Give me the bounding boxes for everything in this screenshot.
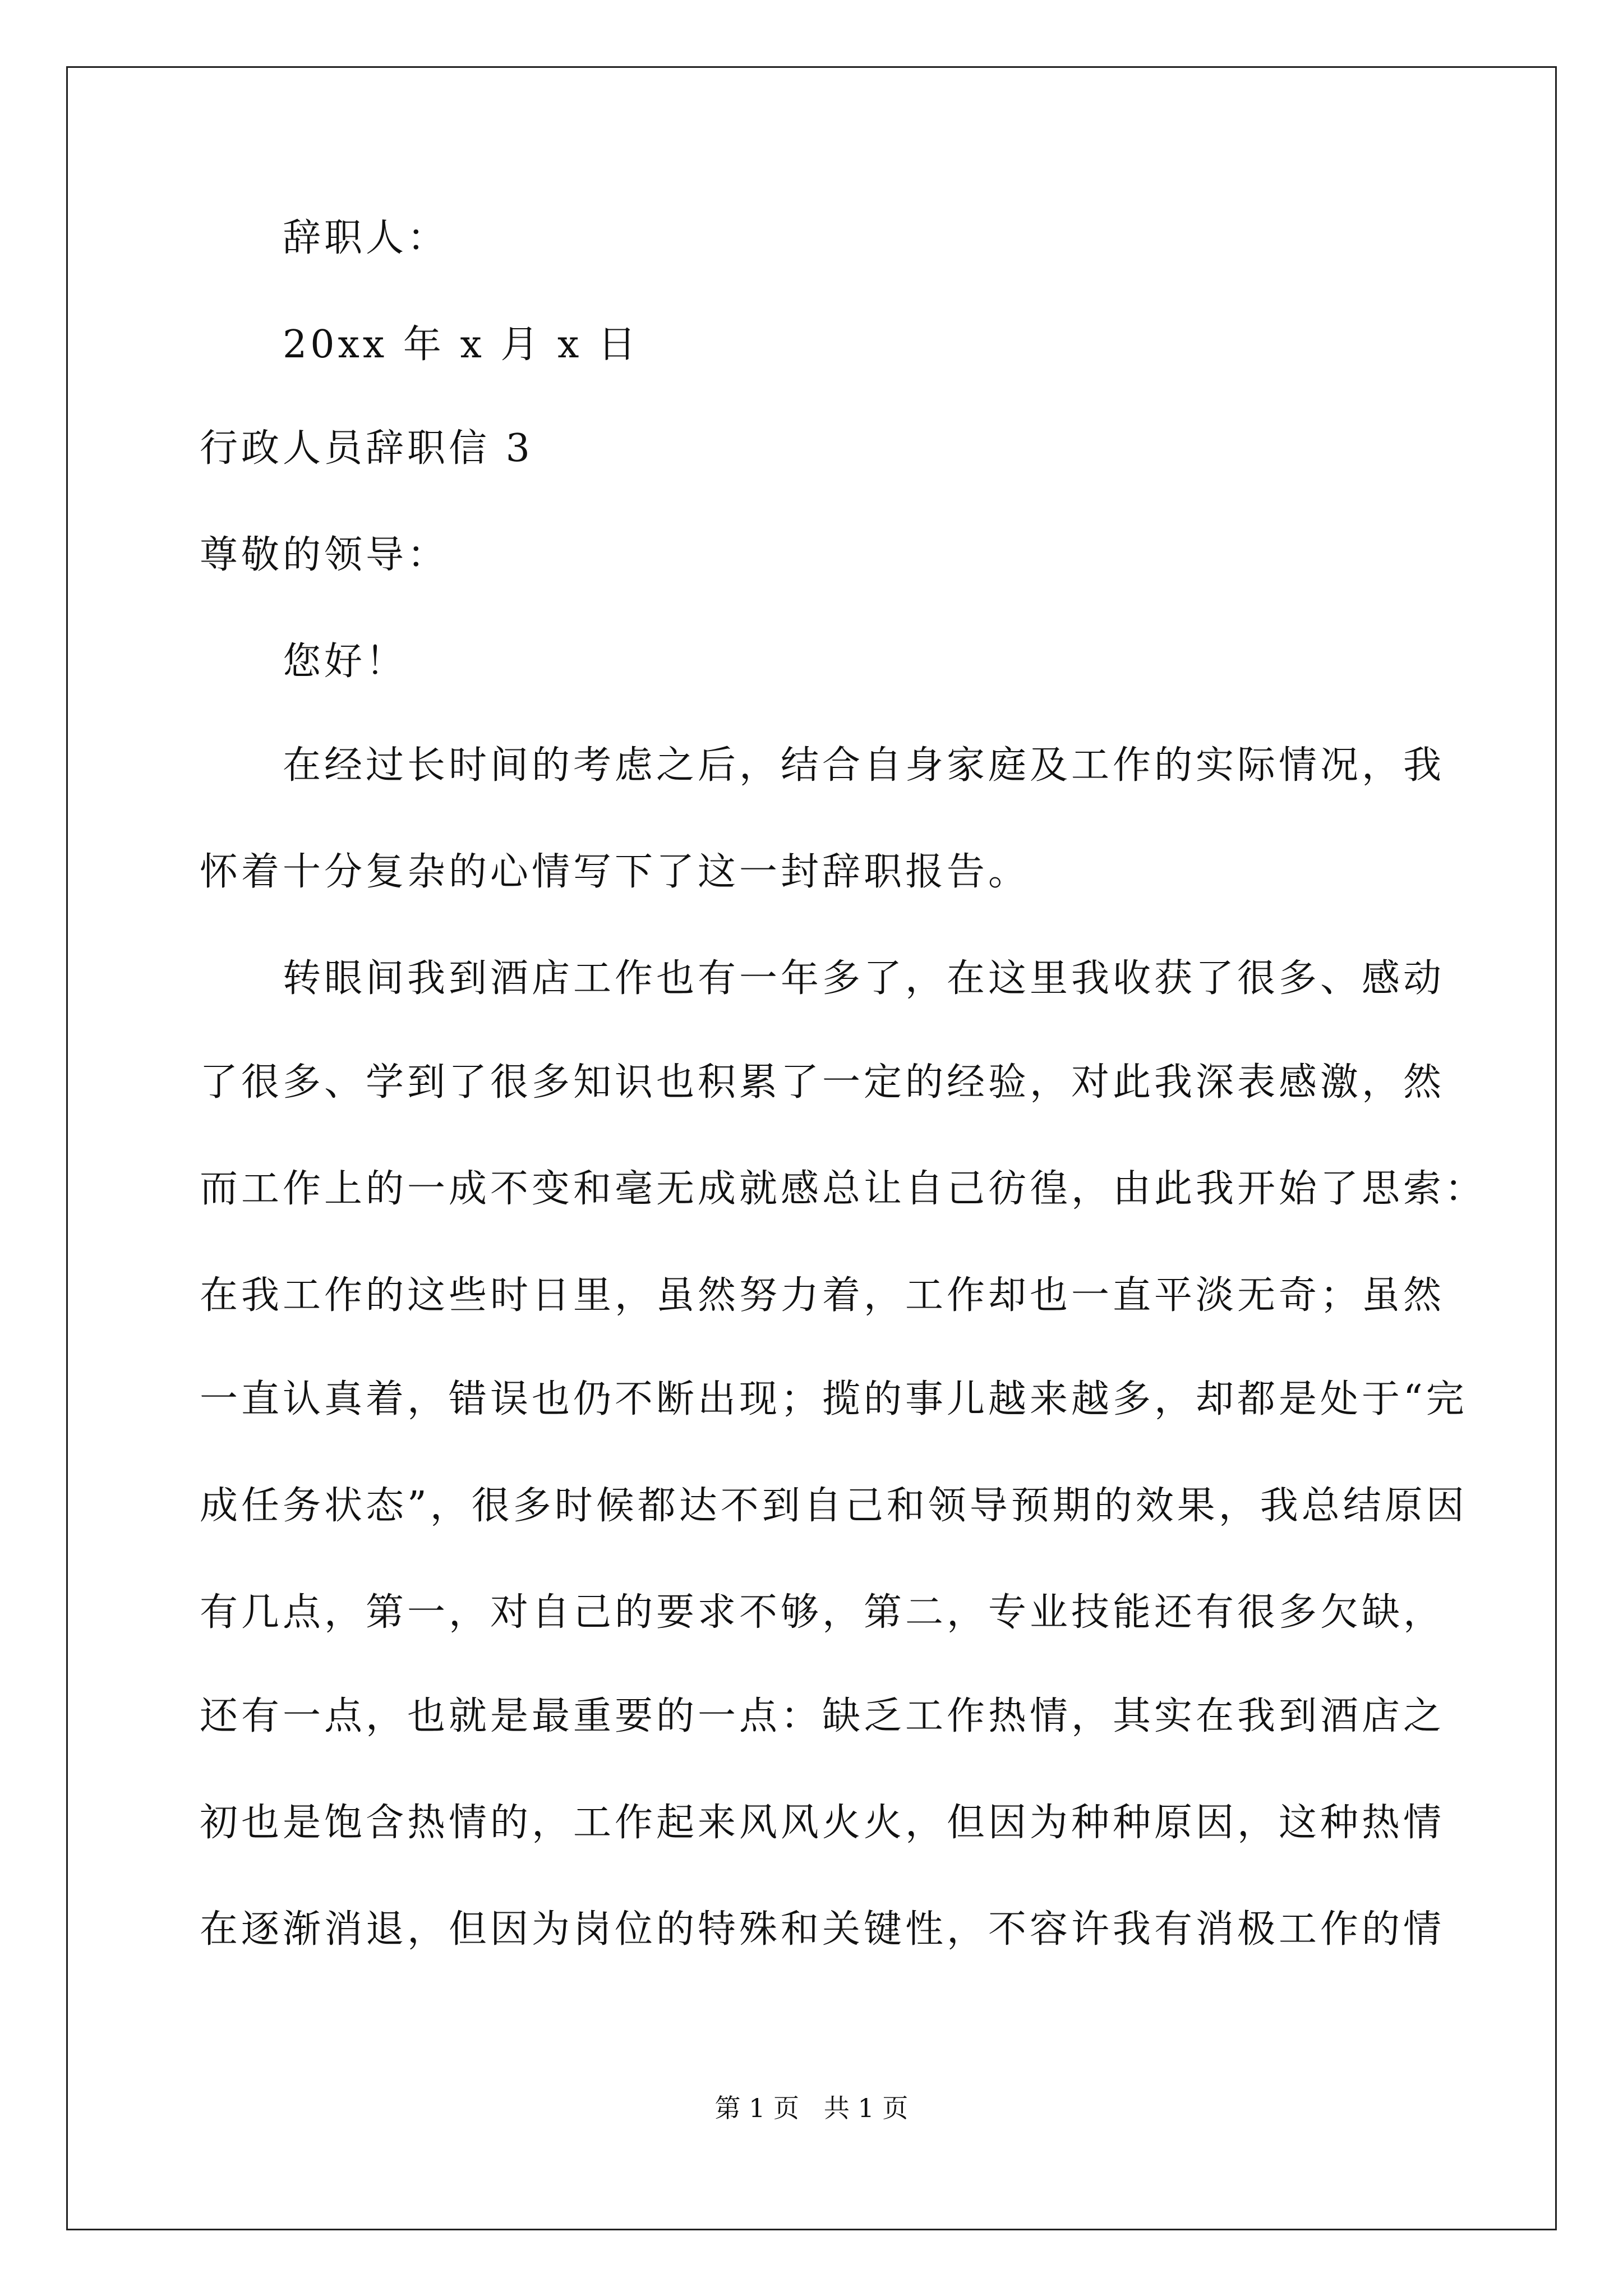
letter-title: 行政人员辞职信 3 bbox=[200, 426, 533, 471]
paragraph-line: 在经过长时间的考虑之后，结合自身家庭及工作的实际情况，我 bbox=[283, 743, 1445, 788]
signer-label: 辞职人： bbox=[283, 216, 449, 260]
paragraph-line: 有几点，第一，对自己的要求不够，第二，专业技能还有很多欠缺， bbox=[200, 1590, 1445, 1635]
date-line: 20xx 年 x 月 x 日 bbox=[283, 323, 640, 367]
paragraph-line: 怀着十分复杂的心情写下了这一封辞职报告。 bbox=[200, 850, 1030, 894]
paragraph-line: 还有一点，也就是最重要的一点：缺乏工作热情，其实在我到酒店之 bbox=[200, 1694, 1445, 1738]
paragraph-line: 转眼间我到酒店工作也有一年多了，在这里我收获了很多、感动 bbox=[283, 956, 1445, 1001]
paragraph-line: 成任务状态”，很多时候都达不到自己和领导预期的效果，我总结原因 bbox=[200, 1484, 1468, 1528]
paragraph-line: 而工作上的一成不变和毫无成就感总让自己彷徨，由此我开始了思索： bbox=[200, 1167, 1487, 1211]
salutation: 尊敬的领导： bbox=[200, 533, 449, 577]
paragraph-line: 了很多、学到了很多知识也积累了一定的经验，对此我深表感激，然 bbox=[200, 1060, 1445, 1105]
greeting: 您好！ bbox=[283, 639, 408, 684]
paragraph-line: 在我工作的这些时日里，虽然努力着，工作却也一直平淡无奇；虽然 bbox=[200, 1273, 1445, 1318]
paragraph-line: 初也是饱含热情的，工作起来风风火火，但因为种种原因，这种热情 bbox=[200, 1801, 1445, 1845]
paragraph-line: 一直认真着，错误也仍不断出现；揽的事儿越来越多，却都是处于“完 bbox=[200, 1377, 1468, 1421]
page-footer: 第 1 页 共 1 页 bbox=[714, 2093, 909, 2123]
paragraph-line: 在逐渐消退，但因为岗位的特殊和关键性，不容许我有消极工作的情 bbox=[200, 1907, 1445, 1952]
